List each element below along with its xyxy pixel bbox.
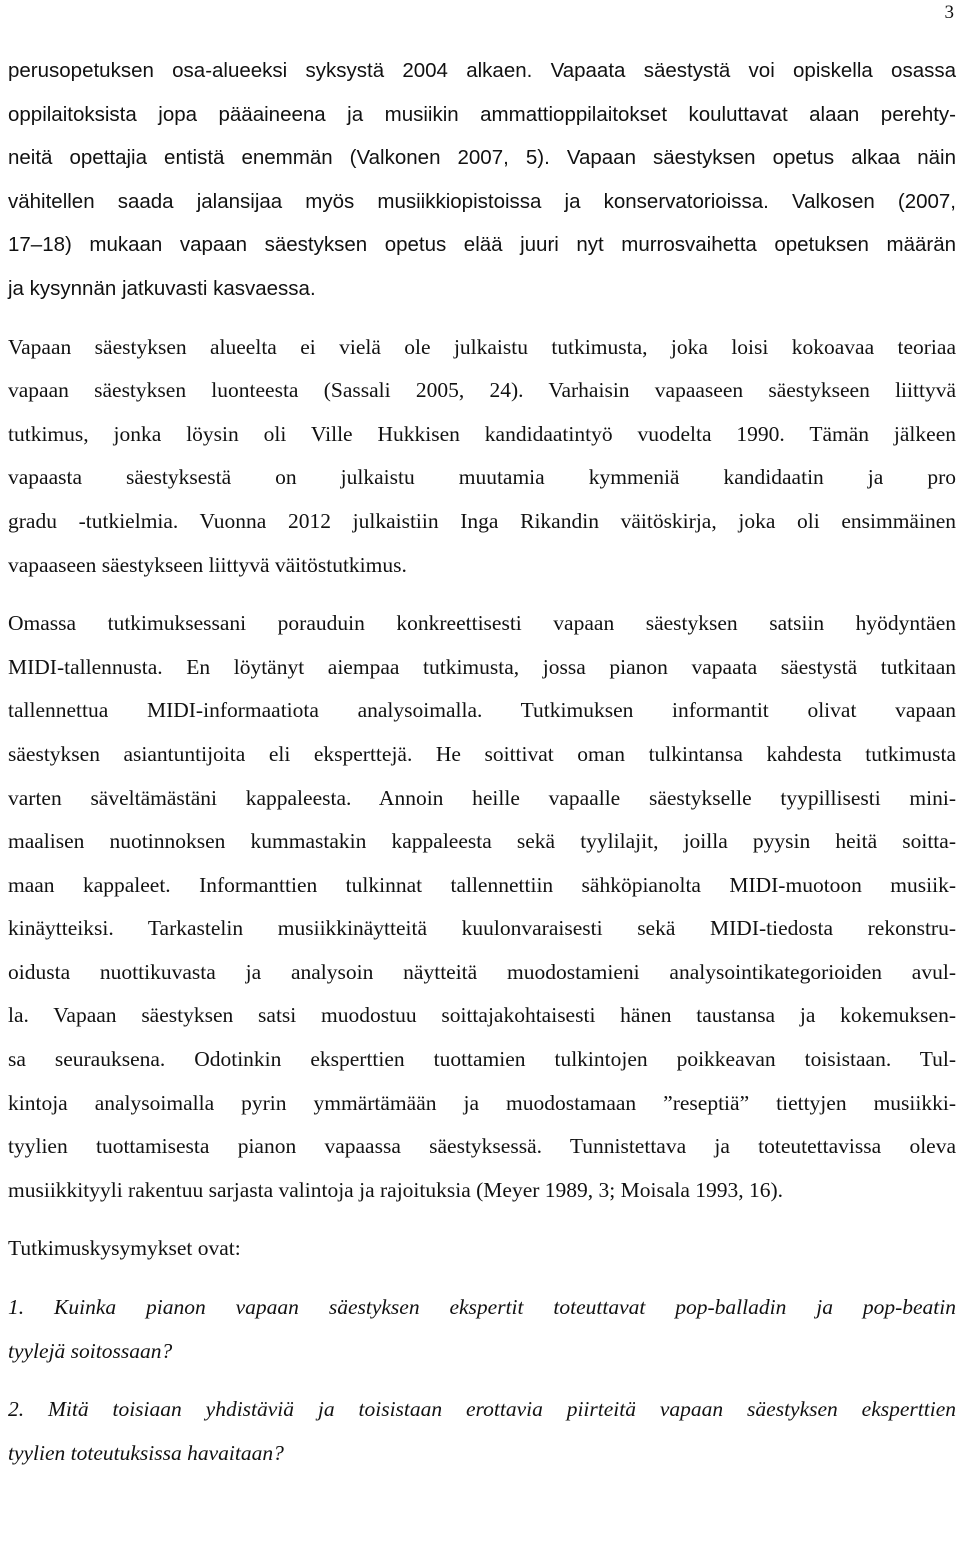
paragraph-gap — [8, 587, 956, 602]
text-line: perusopetuksen osa-alueeksi syksystä 2004 alkaen. Vapaata säestystä voi opiskella osassa — [8, 59, 956, 82]
text-line: Tutkimuskysymykset ovat: — [8, 1236, 241, 1261]
text-line: tyylien tuottamisesta pianon vapaassa säestyksessä. Tunnistettava ja toteutettavissa oleva — [8, 1134, 956, 1159]
text-line: maan kappaleet. Informanttien tulkinnat tallennettiin sähköpianolta MIDI-muotoon musiik- — [8, 872, 956, 897]
paragraph-gap — [8, 1271, 956, 1286]
paragraph-intro — [8, 49, 956, 311]
page-number: 3 — [944, 2, 954, 23]
paragraph-own-research — [8, 602, 956, 1212]
text-line: vapaan säestyksen luonteesta (Sassali 2005, 24). Varhaisin vapaaseen säestykseen liittyvä — [8, 378, 956, 403]
paragraph-gap — [8, 1373, 956, 1388]
text-line: vähitellen saada jalansijaa myös musiikkiopistoissa ja konservatorioissa. Valkosen (2007, — [8, 189, 956, 213]
text-line: kintoja analysoimalla pyrin ymmärtämään ja muodostamaan ”reseptiä” tiettyjen musiikki- — [8, 1090, 956, 1115]
paragraph-previous-research — [8, 326, 956, 588]
text-line: tallennettua MIDI-informaatiota analysoimalla. Tutkimuksen informantit olivat vapaan — [8, 698, 956, 723]
text-line: musiikkityyli rakentuu sarjasta valintoja ja rajoituksia (Meyer 1989, 3; Moisala 1993, 16). — [8, 1177, 784, 1202]
paragraph-gap — [8, 1212, 956, 1227]
text-line: MIDI-tallennusta. En löytänyt aiempaa tutkimusta, jossa pianon vapaata säestystä tutkitaan — [8, 654, 956, 679]
text-line: gradu -tutkielmia. Vuonna 2012 julkaistiin Inga Rikandin väitöskirja, joka oli ensimmäinen — [8, 508, 956, 533]
text-line: tyylien toteutuksissa havaitaan? — [8, 1440, 284, 1465]
research-question-2 — [8, 1388, 956, 1475]
text-line: Vapaan säestyksen alueelta ei vielä ole julkaistu tutkimusta, joka loisi kokoavaa teoriaa — [8, 334, 956, 359]
text-line: oidusta nuottikuvasta ja analysoin näytteitä muodostamieni analysointikategorioiden avul- — [8, 959, 956, 984]
paragraph-gap — [8, 311, 956, 326]
document-body — [8, 49, 956, 1475]
text-line: sa seurauksena. Odotinkin eksperttien tuottamien tulkintojen poikkeavan toisistaan. Tul- — [8, 1047, 956, 1072]
text-line: vapaaseen säestykseen liittyvä väitöstutkimus. — [8, 552, 407, 577]
research-question-1 — [8, 1286, 956, 1373]
text-line: 17–18) mukaan vapaan säestyksen opetus elää juuri nyt murrosvaihetta opetuksen määrän — [8, 233, 956, 257]
text-line: vapaasta säestyksestä on julkaistu muutamia kymmeniä kandidaatin ja pro — [8, 465, 956, 490]
text-line: varten säveltämästäni kappaleesta. Annoin heille vapaalle säestykselle tyypillisesti mini- — [8, 785, 956, 810]
text-line: Omassa tutkimuksessani porauduin konkreettisesti vapaan säestyksen satsiin hyödyntäen — [8, 611, 956, 636]
paragraph-questions-intro — [8, 1227, 956, 1271]
text-line: la. Vapaan säestyksen satsi muodostuu soittajakohtaisesti hänen taustansa ja kokemuksen- — [8, 1003, 956, 1028]
text-line: tyylejä soitossaan? — [8, 1338, 173, 1363]
text-line: tutkimus, jonka löysin oli Ville Hukkisen kandidaatintyö vuodelta 1990. Tämän jälkeen — [8, 421, 956, 446]
text-line: 2. Mitä toisiaan yhdistäviä ja toisistaan erottavia piirteitä vapaan säestyksen eksperttien — [8, 1397, 956, 1422]
text-line: kinäytteiksi. Tarkastelin musiikkinäytteitä kuulonvaraisesti sekä MIDI-tiedosta rekonstru- — [8, 916, 956, 941]
text-line: ja kysynnän jatkuvasti kasvaessa. — [8, 276, 316, 300]
text-line: neitä opettajia entistä enemmän (Valkonen 2007, 5). Vapaan säestyksen opetus alkaa näin — [8, 146, 956, 170]
text-line: oppilaitoksista jopa pääaineena ja musiikin ammattioppilaitokset kouluttavat alaan perehty- — [8, 102, 956, 126]
text-line: säestyksen asiantuntijoita eli eksperttejä. He soittivat oman tulkintansa kahdesta tutkimusta — [8, 741, 956, 766]
text-line: 1. Kuinka pianon vapaan säestyksen ekspertit toteuttavat pop-balladin ja pop-beatin — [8, 1295, 956, 1320]
text-line: maalisen nuotinnoksen kummastakin kappaleesta sekä tyylilajit, joilla pyysin heitä soitta- — [8, 829, 956, 854]
